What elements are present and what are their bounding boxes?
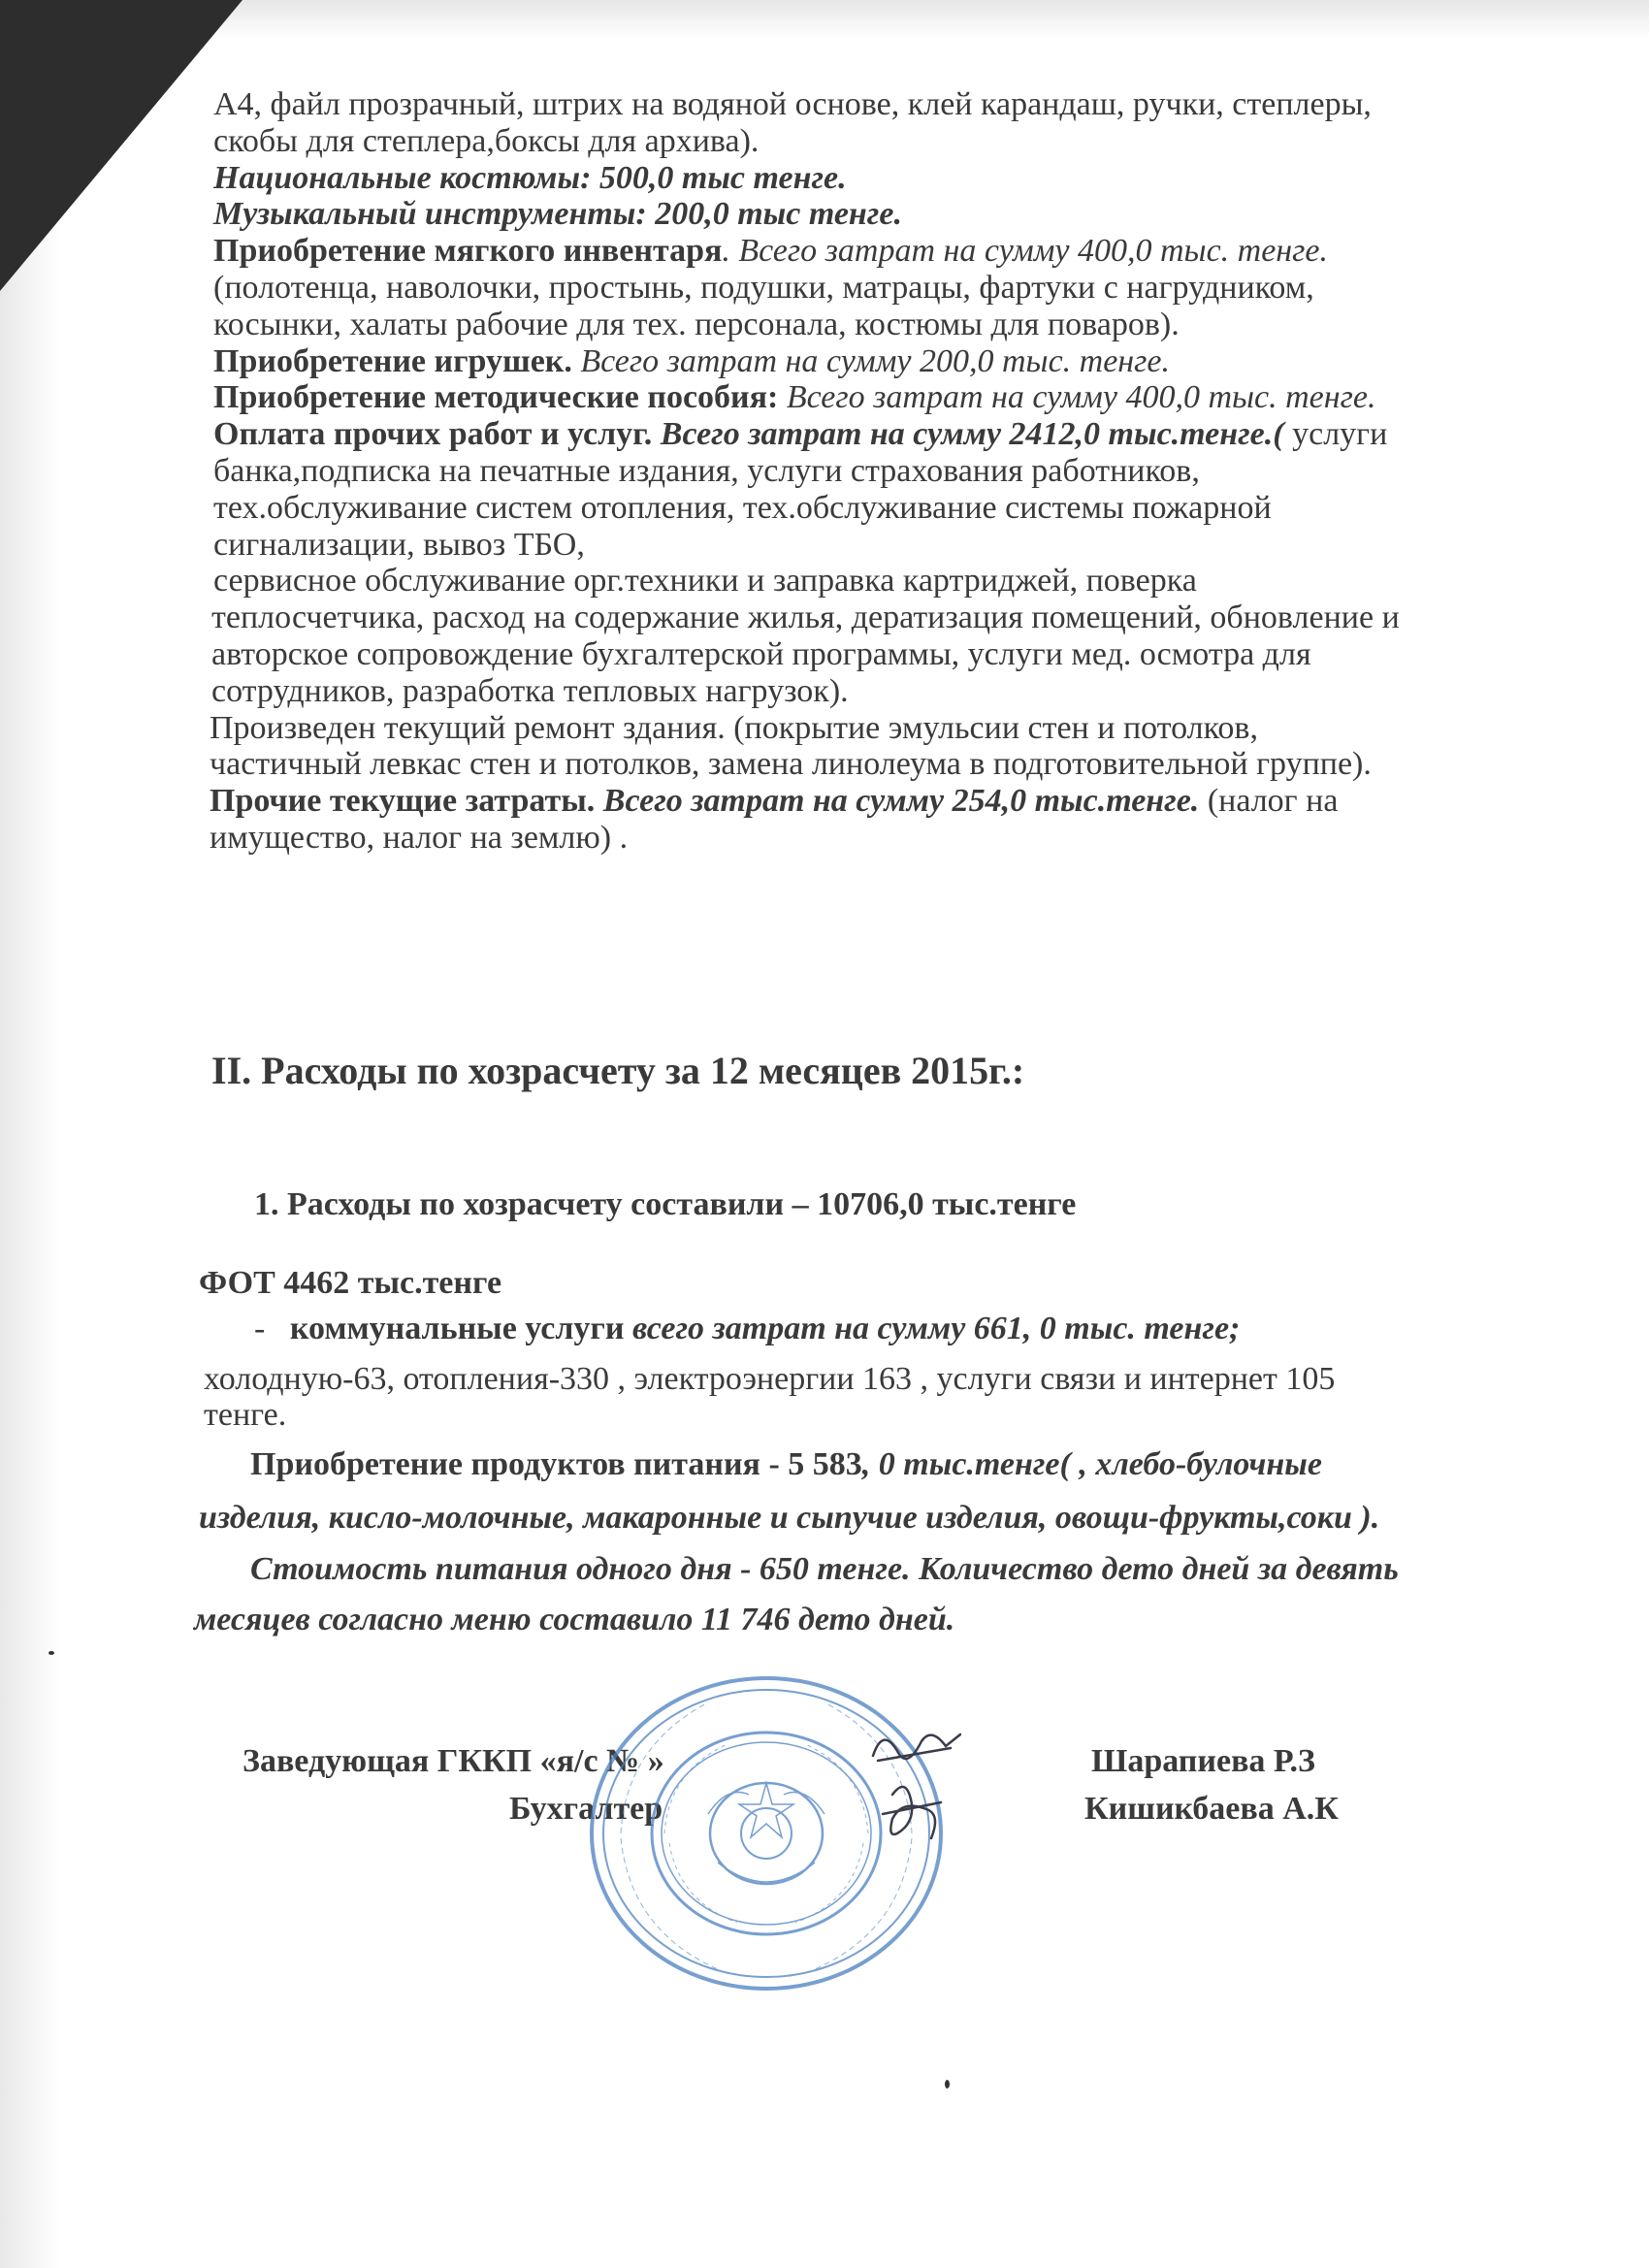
body-line [213, 452, 1200, 491]
cost-line-1: Стоимость питания одного дня - 650 тенге. Количество дето дней за девять [250, 1551, 1399, 1587]
accountant-title: Бухгалтер [509, 1791, 663, 1827]
cost-line-2: месяцев согласно меню составило 11 746 дето дней. [194, 1602, 955, 1637]
body-line-segment: тех.обслуживание систем отопления, тех.обслуживание системы пожарной [213, 490, 1272, 526]
body-line-segment: Приобретение мягкого инвентаря [213, 233, 723, 269]
body-line [211, 635, 1311, 674]
food-line-2: изделия, кисло-молочные, макаронные и сыпучие изделия, овощи-фрукты,соки ). [199, 1500, 1380, 1536]
body-line-segment: авторское сопровождение бухгалтерской программы, услуги мед. осмотра для [211, 636, 1311, 672]
body-line [213, 306, 1180, 344]
body-line [213, 122, 759, 161]
body-line-segment: А4, файл прозрачный, штрих на водяной основе, клей карандаш, ручки, степлеры, [213, 86, 1372, 122]
body-line-segment: Всего затрат на сумму 200,0 тыс. тенге. [571, 343, 1171, 379]
body-line [213, 159, 847, 198]
body-line-segment: частичный левкас стен и потолков, замена линолеума в подготовительной группе). [210, 746, 1372, 782]
body-line [213, 342, 1170, 381]
body-line-segment: Всего затрат на сумму 254,0 тыс.тенге. [595, 783, 1200, 819]
communal-detail-2: тенге. [204, 1397, 287, 1433]
food-sum: , 0 тыс.тенге( , хлебо-булочные [861, 1446, 1322, 1482]
section-2-heading: II. Расходы по хозрасчету за 12 месяцев 2015г.: [211, 1049, 1025, 1092]
body-line [213, 195, 902, 234]
body-line [210, 782, 1338, 821]
body-line [213, 85, 1372, 124]
body-line [213, 489, 1272, 528]
body-line [210, 745, 1372, 784]
body-line [213, 415, 1387, 454]
scan-speck [48, 1651, 54, 1655]
body-line-segment: (налог на [1199, 783, 1339, 819]
communal-sum: всего затрат на сумму 661, 0 тыс. тенге; [624, 1311, 1241, 1346]
body-line [210, 819, 628, 858]
body-line-segment: сервисное обслуживание орг.техники и заправка картриджей, поверка [213, 563, 1197, 599]
body-line [210, 709, 1258, 748]
signature [854, 1717, 970, 1853]
body-line [213, 269, 1314, 308]
body-line-segment: сотрудников, разработка тепловых нагрузок). [211, 673, 849, 709]
scan-speck [945, 2080, 950, 2089]
body-line-segment: скобы для степлера,боксы для архива). [213, 123, 760, 159]
body-line [211, 599, 1400, 637]
body-line [213, 526, 585, 565]
body-line-segment: Прочие текущие затраты. [210, 783, 596, 819]
body-line-segment: (полотенца, наволочки, простынь, подушки, матрацы, фартуки с нагрудником, [213, 270, 1314, 306]
food-line-1 [250, 1445, 1322, 1484]
body-line-segment: Всего затрат на сумму 2412,0 тыс.тенге.( [652, 416, 1284, 452]
body-line-segment: косынки, халаты рабочие для тех. персонала, костюмы для поваров). [213, 307, 1180, 342]
section-2-item-1: 1. Расходы по хозрасчету составили – 10706,0 тыс.тенге [254, 1186, 1077, 1222]
body-line-segment: Всего затрат на сумму 400,0 тыс. тенге. [778, 379, 1376, 415]
body-line [213, 232, 1328, 271]
communal-label: коммунальные услуги [289, 1311, 625, 1346]
communal-line [254, 1310, 1240, 1348]
body-line-segment: Музыкальный инструменты: 200,0 тыс тенге. [213, 196, 902, 232]
body-line-segment: Приобретение игрушек. [213, 343, 572, 379]
body-line-segment: услуги [1283, 416, 1388, 452]
body-line-segment: Оплата прочих работ и услуг. [213, 416, 653, 452]
body-line-segment: Произведен текущий ремонт здания. (покрытие эмульсии стен и потолков, [210, 710, 1258, 746]
body-line-segment: сигнализации, вывоз ТБО, [213, 527, 585, 563]
body-line [213, 378, 1376, 417]
body-line [213, 562, 1197, 600]
accountant-name: Кишикбаева А.К [1084, 1791, 1339, 1827]
head-title: Заведующая ГККП «я/с № » [242, 1743, 664, 1779]
head-name: Шарапиева Р.З [1091, 1743, 1315, 1779]
body-line-segment: Национальные костюмы: 500,0 тыс тенге. [213, 160, 847, 196]
body-line-segment: теплосчетчика, расход на содержание жилья, дератизация помещений, обновление и [211, 599, 1400, 635]
body-line-segment: банка,подписка на печатные издания, услуги страхования работников, [213, 453, 1200, 489]
communal-dash: - [254, 1311, 266, 1346]
body-line-segment: . Всего затрат на сумму 400,0 тыс. тенге. [722, 233, 1329, 269]
body-line [211, 672, 849, 711]
body-line-segment: Приобретение методические пособия: [213, 379, 779, 415]
fot-line: ФОТ 4462 тыс.тенге [199, 1265, 502, 1301]
body-line-segment: имущество, налог на землю) . [210, 820, 629, 856]
food-label: Приобретение продуктов питания - 5 583 [250, 1446, 862, 1482]
communal-detail-1: холодную-63, отопления-330 , электроэнергии 163 , услуги связи и интернет 105 [204, 1361, 1336, 1397]
